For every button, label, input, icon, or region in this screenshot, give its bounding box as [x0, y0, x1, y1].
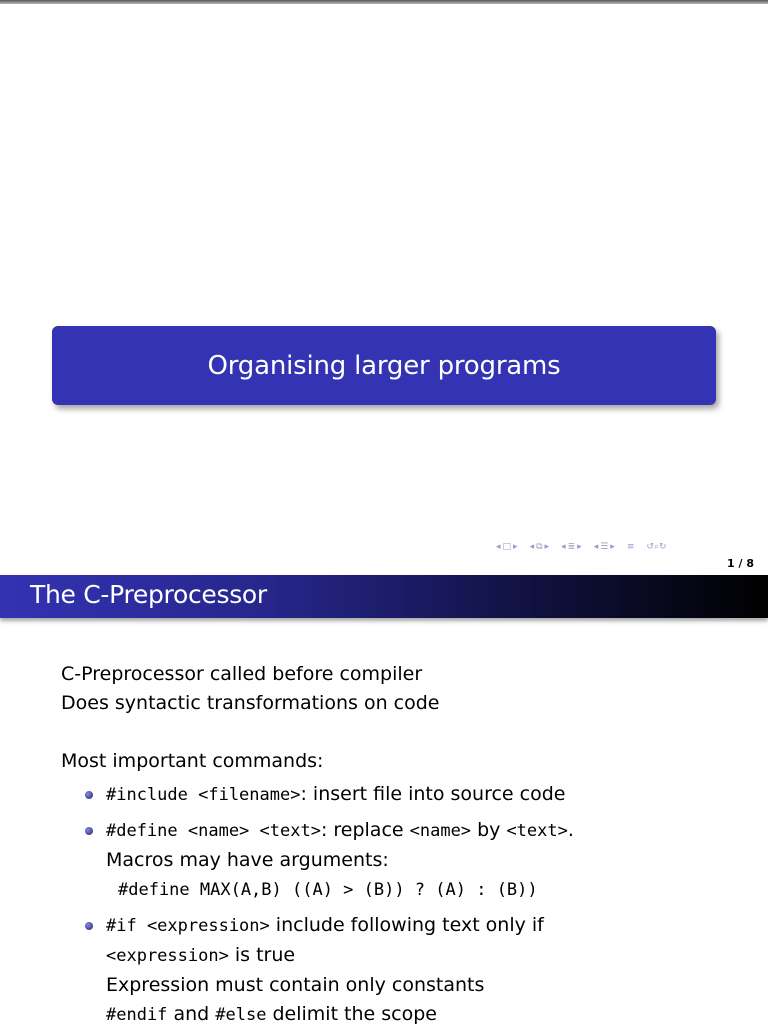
bullet-icon: [85, 827, 93, 835]
code-snippet: <name>: [409, 821, 472, 841]
bullet-text: delimit the scope: [266, 1003, 438, 1025]
nav-next-arrow-icon[interactable]: ▸: [513, 542, 518, 552]
bullet-icon: [85, 922, 93, 930]
beamer-navigation-bar: [496, 540, 762, 554]
bullet-text: : replace: [320, 819, 410, 841]
nav-next-arrow-icon[interactable]: ▸: [544, 542, 550, 552]
list-item: [61, 911, 751, 1030]
bullet-text: by: [471, 819, 507, 841]
bullet-text: Expression must contain only constants: [106, 974, 485, 996]
nav-search-icon[interactable]: ↺⌕↻: [646, 542, 667, 552]
list-item: [61, 816, 751, 905]
intro-line: C-Preprocessor called before compiler: [61, 663, 423, 685]
bullet-text: and: [167, 1003, 216, 1025]
presentation-title: Organising larger programs: [207, 350, 561, 381]
nav-frame-icon[interactable]: ⧉: [536, 542, 543, 552]
code-snippet: #if <expression>: [106, 916, 270, 936]
frame-title: The C-Preprocessor: [30, 580, 267, 609]
commands-heading: Most important commands:: [61, 750, 324, 772]
code-snippet: #include <filename>: [106, 785, 301, 805]
nav-first-icon[interactable]: □: [502, 542, 512, 552]
bullet-icon: [85, 791, 93, 799]
top-border: [0, 0, 768, 4]
frame-title-bar: [0, 575, 768, 618]
bullet-text: .: [567, 819, 574, 841]
bullet-text: : insert file into source code: [300, 783, 566, 805]
code-snippet: <text>: [506, 821, 568, 841]
bullet-text: is true: [228, 944, 296, 966]
title-box: [52, 326, 716, 405]
command-list: [61, 780, 751, 1030]
nav-prev-arrow-icon[interactable]: ◂: [561, 542, 566, 552]
slide-content: [61, 660, 751, 1036]
nav-align-icon[interactable]: ≡: [626, 542, 635, 552]
nav-prev-arrow-icon[interactable]: ◂: [529, 542, 535, 552]
intro-line: Does syntactic transformations on code: [61, 692, 440, 714]
list-item: [61, 780, 751, 810]
code-example: #define MAX(A,B) ((A) > (B)) ? (A) : (B)): [118, 880, 538, 900]
nav-prev-arrow-icon[interactable]: ◂: [593, 542, 599, 552]
nav-section-icon[interactable]: ☰: [600, 542, 609, 552]
nav-prev-arrow-icon[interactable]: ◂: [496, 542, 501, 552]
code-snippet: #endif: [106, 1005, 168, 1025]
bullet-text: Macros may have arguments:: [106, 849, 389, 871]
page-number: 1 / 8: [727, 557, 754, 570]
bullet-text: include following text only if: [269, 914, 544, 936]
nav-next-arrow-icon[interactable]: ▸: [610, 542, 615, 552]
code-snippet: #else: [215, 1005, 267, 1025]
nav-subsection-icon[interactable]: ≣: [567, 542, 576, 552]
code-snippet: #define <name> <text>: [106, 821, 321, 841]
nav-next-arrow-icon[interactable]: ▸: [577, 542, 582, 552]
code-snippet: <expression>: [106, 946, 229, 966]
